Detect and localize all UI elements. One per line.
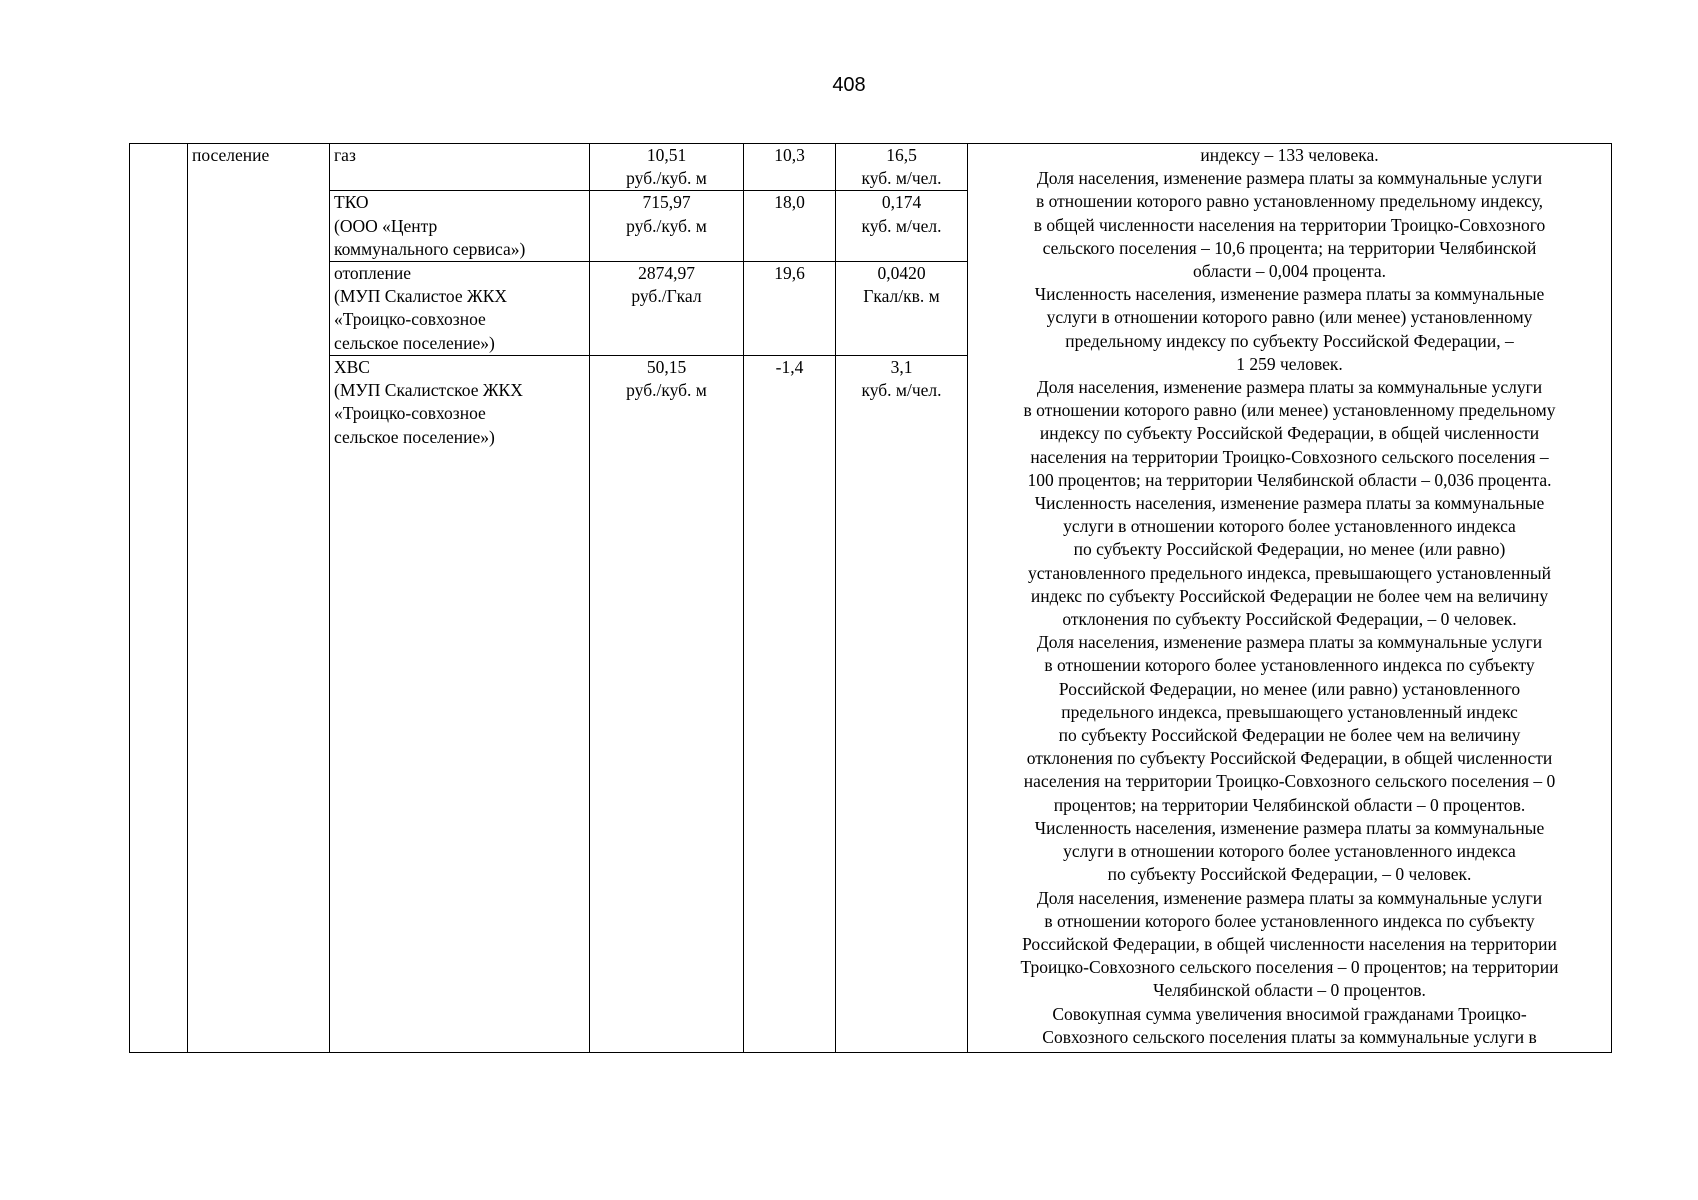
volume-unit: куб. м/чел.: [861, 380, 942, 401]
service-line: газ: [334, 145, 356, 165]
service-cell: [330, 356, 590, 1053]
settlement-label: поселение: [192, 145, 270, 165]
volume-value: 0,0420: [877, 263, 926, 284]
tariff-value: 50,15: [646, 357, 687, 378]
volume-unit: Гкал/кв. м: [863, 286, 940, 307]
description-line: по субъекту Российской Федерации не более чем на величину: [1058, 725, 1521, 746]
tariff-table-wrapper: [129, 143, 1612, 1053]
description-line: отклонения по субъекту Российской Федерации, – 0 человек.: [1062, 609, 1517, 630]
tariff-cell: [590, 144, 744, 191]
description-line: населения на территории Троицко-Совхозного сельского поселения – 0: [1023, 771, 1556, 792]
description-line: Численность населения, изменение размера платы за коммунальные: [1034, 817, 1545, 838]
description-line: Совокупная сумма увеличения вносимой гражданами Троицко-: [1052, 1003, 1527, 1024]
description-cell: [968, 144, 1612, 1053]
description-text: [972, 144, 1607, 1049]
description-line: Челябинской области – 0 процентов.: [1153, 980, 1426, 1001]
description-line: Численность населения, изменение размера платы за коммунальные: [1034, 493, 1545, 514]
tariff-unit: руб./куб. м: [626, 215, 707, 236]
description-line: по субъекту Российской Федерации, но менее (или равно): [1073, 539, 1506, 560]
volume-cell: [836, 356, 968, 1053]
description-line: Совхозного сельского поселения платы за коммунальные услуги в: [1042, 1026, 1537, 1047]
description-line: по субъекту Российской Федерации, – 0 человек.: [1107, 864, 1472, 885]
volume-unit: куб. м/чел.: [861, 168, 942, 189]
service-cell: [330, 262, 590, 356]
tariff-value: 715,97: [642, 192, 691, 213]
volume-value: 0,174: [881, 192, 922, 213]
description-line: предельному индексу по субъекту Российской Федерации, –: [1065, 330, 1514, 351]
service-line: (ООО «Центр: [334, 215, 438, 236]
service-line: (МУП Скалистое ЖКХ: [334, 286, 508, 307]
volume-cell: [836, 262, 968, 356]
index-cell: [744, 356, 836, 1053]
volume-value: 16,5: [886, 145, 917, 165]
index-cell: [744, 144, 836, 191]
description-line: Доля населения, изменение размера платы за коммунальные услуги: [1036, 168, 1543, 189]
description-line: индексу по субъекту Российской Федерации, в общей численности: [1039, 423, 1540, 444]
description-line: услуги в отношении которого равно (или менее) установленному: [1046, 307, 1533, 328]
service-line: ХВС: [334, 357, 370, 378]
service-line: (МУП Скалистское ЖКХ: [334, 380, 523, 401]
description-line: Российской Федерации, в общей численности населения на территории: [1022, 933, 1557, 954]
description-line: Доля населения, изменение размера платы за коммунальные услуги: [1036, 632, 1543, 653]
service-line: «Троицко-совхозное: [334, 403, 486, 424]
tariff-unit: руб./куб. м: [626, 168, 707, 189]
tariff-cell: [590, 262, 744, 356]
page-number: 408: [832, 74, 866, 96]
volume-cell: [836, 144, 968, 191]
description-line: населения на территории Троицко-Совхозного сельского поселения –: [1030, 446, 1549, 467]
description-line: Троицко-Совхозного сельского поселения – 0 процентов; на территории: [1020, 957, 1559, 978]
settlement-cell: [188, 144, 330, 1053]
service-line: отопление: [334, 263, 412, 284]
index-value: 19,6: [774, 263, 805, 284]
description-line: в отношении которого равно (или менее) установленному предельному: [1023, 400, 1556, 421]
description-line: установленного предельного индекса, превышающего установленный: [1027, 562, 1552, 583]
volume-unit: куб. м/чел.: [861, 215, 942, 236]
service-line: «Троицко-совхозное: [334, 309, 486, 330]
volume-value: 3,1: [890, 357, 913, 378]
description-line: 100 процентов; на территории Челябинской области – 0,036 процента.: [1027, 469, 1552, 490]
service-cell: [330, 191, 590, 262]
description-line: процентов; на территории Челябинской области – 0 процентов.: [1053, 794, 1526, 815]
description-line: индексу – 133 человека.: [1200, 145, 1379, 165]
description-line: в общей численности населения на территории Троицко-Совхозного: [1033, 214, 1546, 235]
tariff-cell: [590, 356, 744, 1053]
number-cell: [130, 144, 188, 1053]
description-line: в отношении которого равно установленному предельному индексу,: [1035, 191, 1544, 212]
tariff-value: 2874,97: [638, 263, 695, 284]
tariff-unit: руб./куб. м: [626, 380, 707, 401]
service-line: сельское поселение»): [334, 332, 495, 353]
description-line: 1 259 человек.: [1236, 353, 1343, 374]
index-value: 18,0: [774, 192, 805, 213]
description-line: Доля населения, изменение размера платы за коммунальные услуги: [1036, 377, 1543, 398]
description-line: услуги в отношении которого более установленного индекса: [1063, 516, 1516, 537]
index-value: -1,4: [775, 357, 804, 378]
description-line: Численность населения, изменение размера платы за коммунальные: [1034, 284, 1545, 305]
description-line: сельского поселения – 10,6 процента; на территории Челябинской: [1042, 237, 1537, 258]
service-line: коммунального сервиса»): [334, 238, 526, 259]
description-line: Доля населения, изменение размера платы за коммунальные услуги: [1036, 887, 1543, 908]
tariff-value: 10,51: [646, 145, 687, 165]
description-line: индекс по субъекту Российской Федерации не более чем на величину: [1030, 585, 1549, 606]
service-line: сельское поселение»): [334, 426, 495, 447]
tariff-unit: руб./Гкал: [631, 286, 702, 307]
service-line: ТКО: [334, 192, 369, 213]
tariff-cell: [590, 191, 744, 262]
index-cell: [744, 262, 836, 356]
description-line: Российской Федерации, но менее (или равно) установленного: [1058, 678, 1521, 699]
description-line: области – 0,004 процента.: [1192, 261, 1387, 282]
index-cell: [744, 191, 836, 262]
volume-cell: [836, 191, 968, 262]
description-line: услуги в отношении которого более установленного индекса: [1063, 841, 1516, 862]
description-line: отклонения по субъекту Российской Федерации, в общей численности: [1026, 748, 1553, 769]
description-line: в отношении которого более установленного индекса по субъекту: [1044, 910, 1535, 931]
index-value: 10,3: [774, 145, 805, 165]
description-line: в отношении которого более установленного индекса по субъекту: [1044, 655, 1535, 676]
table-row: [130, 144, 1612, 191]
service-cell: [330, 144, 590, 191]
description-line: предельного индекса, превышающего установленный индекс: [1061, 701, 1518, 722]
tariff-table: [129, 143, 1612, 1053]
